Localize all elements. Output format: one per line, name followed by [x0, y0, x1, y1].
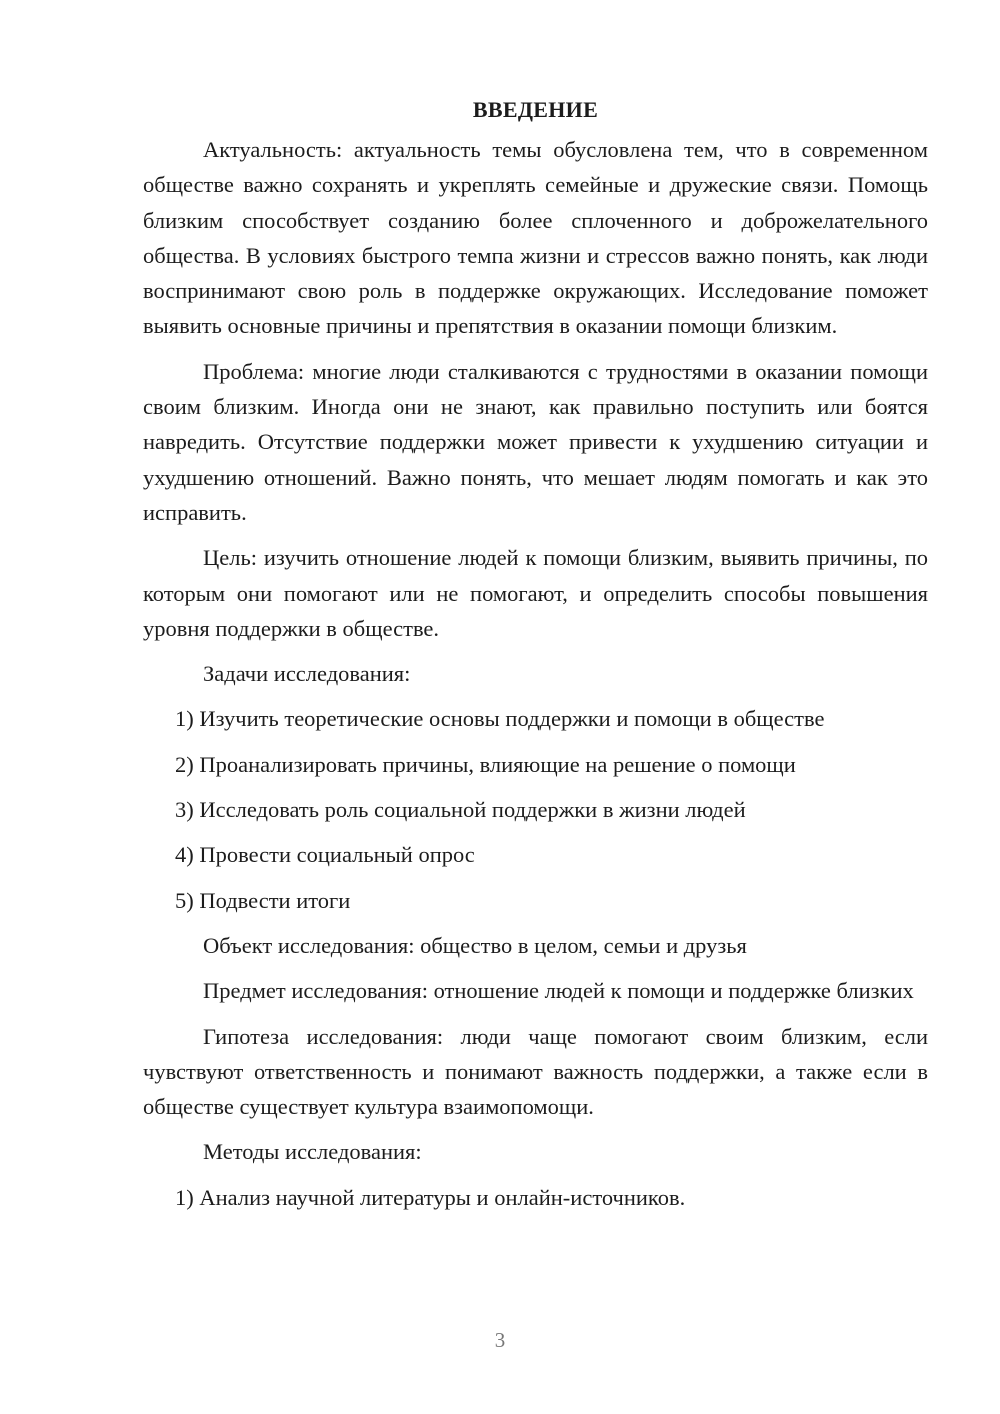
method-item: 1) Анализ научной литературы и онлайн-источников.	[175, 1184, 686, 1210]
hypothesis-paragraph: Гипотеза исследования: люди чаще помогают своим близким, если чувствуют ответственность и понимают важность поддержки, а также если в обществе существует культура взаимопомощи.	[143, 1023, 928, 1120]
object-statement: Объект исследования: общество в целом, семьи и друзья	[203, 932, 747, 958]
relevance-paragraph: Актуальность: актуальность темы обусловлена тем, что в современном обществе важно сохранять и укреплять семейные и дружеские связи. Помощь близким способствует созданию более сплоченного и доброжелательного общества. В условиях быстрого темпа жизни и стрессов важно понять, как люди воспринимают свою роль в поддержке окружающих. Исследование поможет выявить основные причины и препятствия в оказании помощи близким.	[143, 137, 928, 339]
task-item: 1) Изучить теоретические основы поддержки и помощи в обществе	[175, 706, 825, 732]
task-item: 5) Подвести итоги	[175, 887, 351, 913]
problem-paragraph: Проблема: многие люди сталкиваются с трудностями в оказании помощи своим близким. Иногда они не знают, как правильно поступить или боятся навредить. Отсутствие поддержки может привести к ухудшению ситуации и ухудшению отношений. Важно понять, что мешает людям помогать и как это исправить.	[143, 358, 928, 525]
page-number: 3	[494, 1328, 506, 1352]
tasks-list	[143, 701, 928, 917]
methods-list	[143, 1180, 928, 1215]
subject-paragraph: Предмет исследования: отношение людей к помощи и поддержке близких	[203, 978, 914, 1004]
document-page	[143, 92, 928, 1225]
section-title: ВВЕДЕНИЕ	[472, 97, 599, 122]
goal-paragraph: Цель: изучить отношение людей к помощи близким, выявить причины, по которым они помогают или не помогают, и определить способы повышения уровня поддержки в обществе.	[143, 545, 928, 641]
task-item: 4) Провести социальный опрос	[175, 842, 475, 868]
methods-heading: Методы исследования:	[203, 1139, 422, 1165]
task-item: 2) Проанализировать причины, влияющие на решение о помощи	[175, 751, 796, 777]
tasks-heading: Задачи исследования:	[203, 661, 411, 687]
task-item: 3) Исследовать роль социальной поддержки в жизни людей	[175, 797, 746, 823]
